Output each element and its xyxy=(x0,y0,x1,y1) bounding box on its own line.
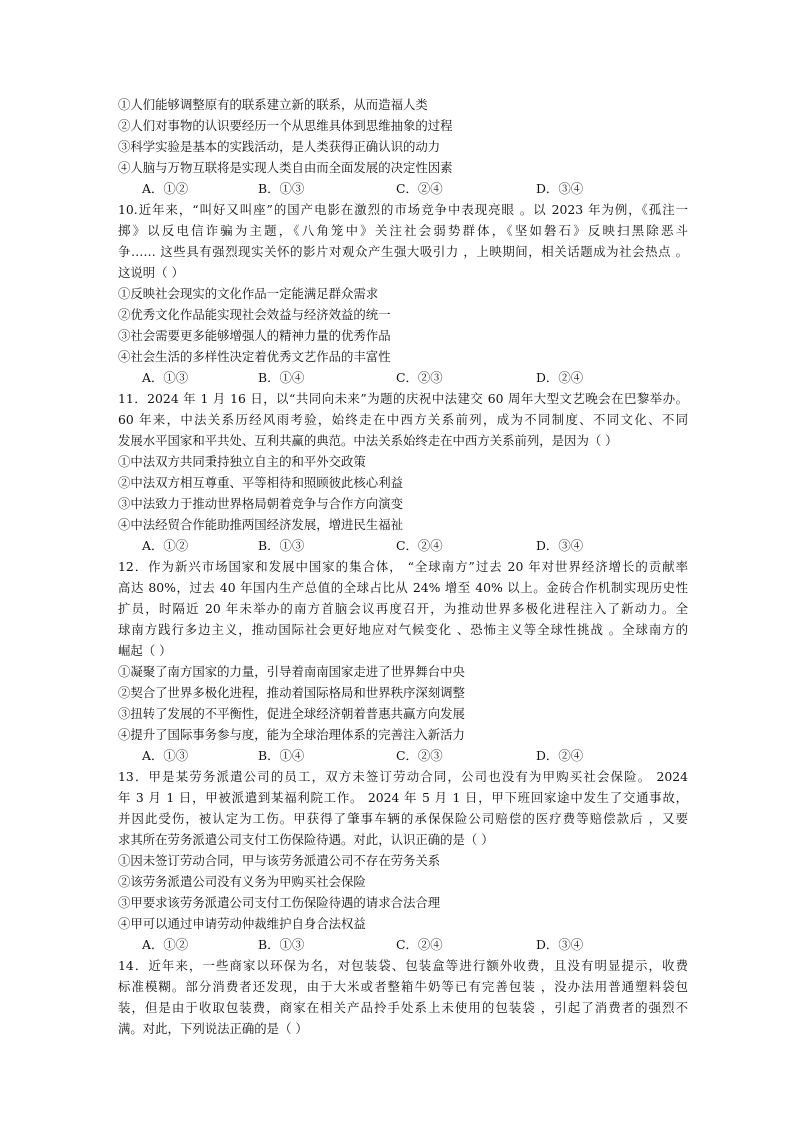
q11-statement-2: ②中法双方相互尊重、平等相待和照顾彼此核心利益 xyxy=(118,475,403,490)
q12-statement-1: ①凝聚了南方国家的力量，引导着南南国家走进了世界舞台中央 xyxy=(118,664,465,679)
q12-statement-2: ②契合了世界多极化进程，推动着国际格局和世界秩序深刻调整 xyxy=(118,685,465,700)
q13-statement-3: ③甲要求该劳务派遣公司支付工伤保险待遇的请求合法合理 xyxy=(118,895,441,910)
q11-option-b: B．①③ xyxy=(258,538,305,553)
q12-options xyxy=(142,745,662,766)
q12-option-a: A．①③ xyxy=(142,748,189,763)
q12-statement-4: ④提升了国际事务参与度，能为全球治理体系的完善注入新活力 xyxy=(118,727,465,742)
q13-stem-line-1: 13．甲是某劳务派遣公司的员工，双方未签订劳动合同，公司也没有为甲购买社会保险。 2024 xyxy=(118,769,688,784)
q13-option-d: D．③④ xyxy=(536,937,584,952)
q12-option-b: B．①④ xyxy=(258,748,305,763)
q10-stem-line-3: 争…… 这些具有强烈现实关怀的影片对观众产生强大吸引力 ，上映期间，相关话题成为社会热点 。 xyxy=(118,244,688,259)
q13-statement-4: ④甲可以通过申请劳动仲裁维护自身合法权益 xyxy=(118,916,366,931)
q9-statement-1: ①人们能够调整原有的联系建立新的联系，从而造福人类 xyxy=(118,97,428,112)
q9-statement-4: ④人脑与万物互联将是实现人类自由而全面发展的决定性因素 xyxy=(118,160,453,175)
q10-statement-3: ③社会需要更多能够增强人的精神力量的优秀作品 xyxy=(118,328,391,343)
q13-stem-line-3: 并因此受伤，被认定为工伤。甲获得了肇事车辆的承保保险公司赔偿的医疗费等赔偿款后 ，又要 xyxy=(118,811,688,826)
q13-stem-line-2: 年 3 月 1 日，甲被派遣到某福利院工作。 2024 年 5 月 1 日，甲下班回家途中发生了交通事故， xyxy=(118,790,688,805)
q12-stem-line-1: 12．作为新兴市场国家和发展中国家的集合体， “全球南方”过去 20 年对世界经济增长的贡献率 xyxy=(118,559,688,574)
q12-statement-3: ③扭转了发展的不平衡性，促进全球经济朝着普惠共赢方向发展 xyxy=(118,706,465,721)
q11-statement-1: ①中法双方共同秉持独立自主的和平外交政策 xyxy=(118,454,366,469)
q10-option-b: B．①④ xyxy=(258,370,305,385)
q9-statement-3: ③科学实验是基本的实践活动，是人类获得正确认识的动力 xyxy=(118,139,441,154)
q11-statement-4: ④中法经贸合作能助推两国经济发展，增进民生福祉 xyxy=(118,517,403,532)
q10-statement-2: ②优秀文化作品能实现社会效益与经济效益的统一 xyxy=(118,307,391,322)
q12-stem-line-3: 扩员，时隔近 20 年未举办的南方首脑会议再度召开，为推动世界多极化进程注入了新动力。全 xyxy=(118,601,688,616)
q13-stem-line-4: 求其所在劳务派遣公司支付工伤保险待遇。对此，认识正确的是（ ） xyxy=(118,832,494,847)
q14-stem-line-1: 14．近年来，一些商家以环保为名，对包装袋、包装盒等进行额外收费，且没有明显提示，收费 xyxy=(118,958,688,973)
q11-option-d: D．③④ xyxy=(536,538,584,553)
q12-stem-line-5: 崛起（ ） xyxy=(118,643,172,658)
q13-options xyxy=(142,934,662,955)
q11-option-a: A．①② xyxy=(142,538,189,553)
q12-stem-line-4: 球南方践行多边主义，推动国际社会更好地应对气候变化 、恐怖主义等全球性挑战 。全球南方的 xyxy=(118,622,688,637)
q10-stem-line-2: 掷》以反电信诈骗为主题，《八角笼中》关注社会弱势群体，《坚如磐石》反映扫黑除恶斗 xyxy=(118,223,688,238)
q11-stem-line-3: 发展水平国家和平共处、互利共赢的典范。中法关系始终走在中西方关系前列，是因为（ ） xyxy=(118,433,618,448)
q12-option-c: C．②③ xyxy=(396,748,443,763)
q10-options xyxy=(142,367,662,388)
q13-option-b: B．①③ xyxy=(258,937,305,952)
q10-stem-line-4: 这说明（ ） xyxy=(118,265,184,280)
q10-option-d: D．②④ xyxy=(536,370,584,385)
q11-statement-3: ③中法致力于推动世界格局朝着竞争与合作方向演变 xyxy=(118,496,403,511)
q13-option-a: A．①② xyxy=(142,937,189,952)
q11-stem-line-2: 60 年来，中法关系历经风雨考验，始终走在中西方关系前列，成为不同制度、不同文化、不同 xyxy=(118,412,688,427)
q10-statement-4: ④社会生活的多样性决定着优秀文艺作品的丰富性 xyxy=(118,349,391,364)
q10-stem-line-1: 10.近年来，“叫好又叫座”的国产电影在激烈的市场竞争中表现亮眼 。以 2023 年为例，《孤注一 xyxy=(118,202,688,217)
q12-option-d: D．②④ xyxy=(536,748,584,763)
q13-statement-2: ②该劳务派遣公司没有义务为甲购买社会保险 xyxy=(118,874,366,889)
q11-options xyxy=(142,535,662,556)
q9-option-d: D．③④ xyxy=(536,181,584,196)
q9-option-b: B．①③ xyxy=(258,181,305,196)
q14-stem-line-3: 装，但是由于收取包装费，商家在相关产品拎手处系上未使用的包装袋 ，引起了消费者的强烈不 xyxy=(118,1000,688,1015)
q11-option-c: C．②④ xyxy=(396,538,443,553)
q9-option-c: C．②④ xyxy=(396,181,443,196)
q13-statement-1: ①因未签订劳动合同，甲与该劳务派遣公司不存在劳务关系 xyxy=(118,853,441,868)
q9-option-a: A．①② xyxy=(142,181,189,196)
q9-options xyxy=(142,178,662,199)
q9-statement-2: ②人们对事物的认识要经历一个从思维具体到思维抽象的过程 xyxy=(118,118,453,133)
q14-stem-line-4: 满。对此，下列说法正确的是（ ） xyxy=(118,1021,308,1036)
q10-statement-1: ①反映社会现实的文化作品一定能满足群众需求 xyxy=(118,286,379,301)
q11-stem-line-1: 11．2024 年 1 月 16 日，以“共同向未来”为题的庆祝中法建交 60 周年大型文艺晚会在巴黎举办。 xyxy=(118,391,688,406)
q10-option-a: A．①③ xyxy=(142,370,189,385)
q12-stem-line-2: 高达 80%，过去 40 年国内生产总值的全球占比从 24% 增至 40% 以上。金砖合作机制实现历史性 xyxy=(118,580,688,595)
q14-stem-line-2: 标准模糊。部分消费者还发现，由于大米或者整箱牛奶等已有完善包装 ，没办法用普通塑料袋包 xyxy=(118,979,688,994)
q13-option-c: C．②④ xyxy=(396,937,443,952)
q10-option-c: C．②③ xyxy=(396,370,443,385)
